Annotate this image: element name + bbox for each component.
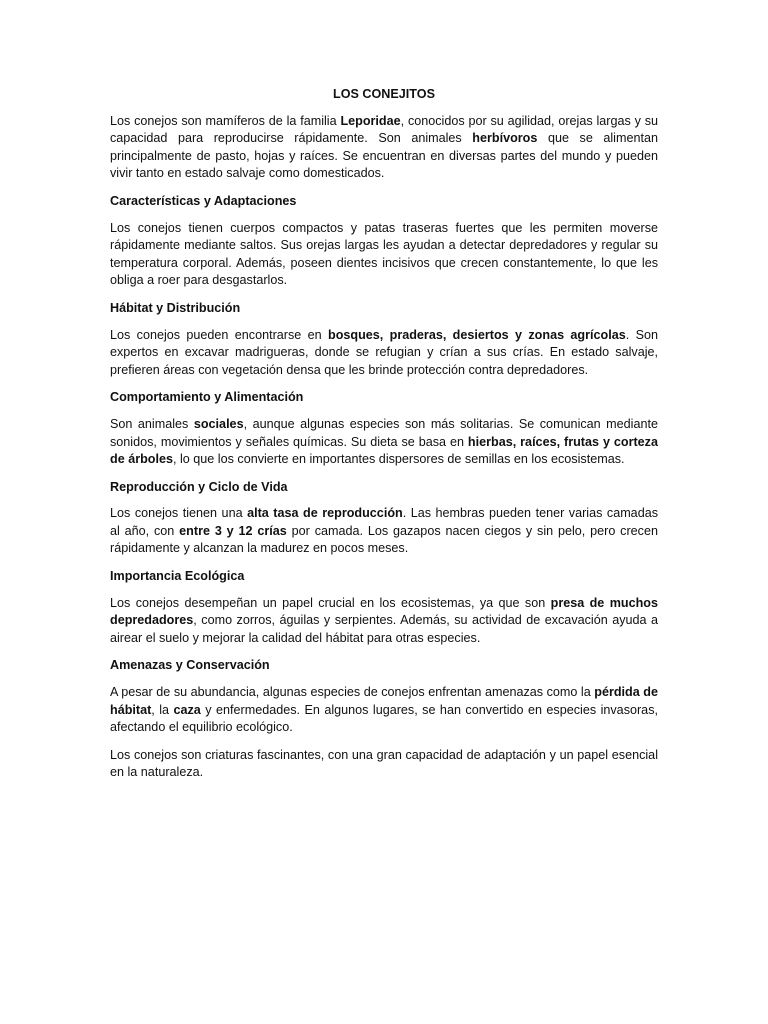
comportamiento-bold-dieta: hierbas, raíces, frutas y corteza de árboles bbox=[110, 434, 658, 467]
comportamiento-text-2: , aunque algunas especies son más solitarias. Se comunican mediante sonidos, movimientos y señales químicas. Su dieta se basa en bbox=[110, 416, 658, 449]
reproduccion-bold-crias: entre 3 y 12 crías bbox=[179, 523, 287, 538]
document-page bbox=[110, 86, 658, 792]
paragraph-comportamiento bbox=[110, 416, 658, 469]
paragraph-reproduccion bbox=[110, 505, 658, 558]
habitat-text-2: . Son expertos en excavar madrigueras, donde se refugian y crían a sus crías. En estado salvaje, prefieren áreas con vegetación densa que les brinde protección contra depredadores. bbox=[110, 327, 658, 377]
intro-bold-herbivoros: herbívoros bbox=[472, 131, 538, 146]
reproduccion-text-2: . Las hembras pueden tener varias camadas al año, con bbox=[110, 506, 658, 538]
amenazas-bold-caza: caza bbox=[173, 702, 201, 717]
amenazas-bold-habitat: pérdida de hábitat bbox=[110, 685, 658, 717]
heading-reproduccion: Reproducción y Ciclo de Vida bbox=[110, 479, 288, 494]
heading-amenazas: Amenazas y Conservación bbox=[110, 658, 270, 673]
paragraph-importancia bbox=[110, 595, 658, 648]
reproduccion-text-3: por camada. Los gazapos nacen ciegos y sin pelo, pero crecen rápidamente y alcanzan la madurez en pocos meses. bbox=[110, 523, 658, 556]
intro-bold-family: Leporidae bbox=[340, 113, 401, 128]
comportamiento-text-1: Son animales bbox=[110, 416, 194, 431]
amenazas-text-3: y enfermedades. En algunos lugares, se han convertido en especies invasoras, afectando el equilibrio ecológico. bbox=[110, 702, 658, 735]
amenazas-text-2: , la bbox=[151, 702, 174, 717]
conclusion-paragraph: Los conejos son criaturas fascinantes, con una gran capacidad de adaptación y un papel esencial en la naturaleza. bbox=[110, 747, 658, 780]
intro-text-1: Los conejos son mamíferos de la familia bbox=[110, 113, 341, 128]
intro-text-3: que se alimentan principalmente de pasto, hojas y raíces. Se encuentran en diversas partes del mundo y pueden vivir tanto en estado salvaje como domesticados. bbox=[110, 131, 658, 181]
heading-caracteristicas: Características y Adaptaciones bbox=[110, 193, 297, 208]
reproduccion-text-1: Los conejos tienen una bbox=[110, 506, 248, 521]
comportamiento-bold-sociales: sociales bbox=[193, 416, 244, 431]
heading-comportamiento: Comportamiento y Alimentación bbox=[110, 390, 304, 405]
habitat-bold-places: bosques, praderas, desiertos y zonas agrícolas bbox=[328, 327, 626, 342]
paragraph-amenazas bbox=[110, 684, 658, 737]
habitat-text-1: Los conejos pueden encontrarse en bbox=[110, 327, 328, 342]
heading-importancia: Importancia Ecológica bbox=[110, 569, 245, 584]
paragraph-caracteristicas: Los conejos tienen cuerpos compactos y patas traseras fuertes que les permiten moverse rápidamente mediante saltos. Sus orejas largas les ayudan a detectar depredadores y regular su temperatura corporal. Además, poseen dientes incisivos que crecen constantemente, lo que les obliga a roer para desgastarlos. bbox=[110, 220, 658, 288]
intro-paragraph bbox=[110, 113, 658, 183]
importancia-text-2: , como zorros, águilas y serpientes. Además, su actividad de excavación ayuda a airear el suelo y mejorar la calidad del hábitat para otras especies. bbox=[110, 613, 658, 645]
importancia-bold-presa: presa de muchos depredadores bbox=[110, 595, 658, 628]
comportamiento-text-3: , lo que los convierte en importantes dispersores de semillas en los ecosistemas. bbox=[173, 452, 625, 467]
amenazas-text-1: A pesar de su abundancia, algunas especies de conejos enfrentan amenazas como la bbox=[110, 685, 595, 700]
paragraph-habitat bbox=[110, 327, 658, 380]
reproduccion-bold-tasa: alta tasa de reproducción bbox=[247, 506, 403, 521]
importancia-text-1: Los conejos desempeñan un papel crucial en los ecosistemas, ya que son bbox=[110, 595, 551, 610]
document-title: LOS CONEJITOS bbox=[333, 87, 435, 101]
intro-text-2: , conocidos por su agilidad, orejas largas y su capacidad para reproducirse rápidamente. Son animales bbox=[110, 113, 658, 146]
heading-habitat: Hábitat y Distribución bbox=[110, 300, 241, 315]
